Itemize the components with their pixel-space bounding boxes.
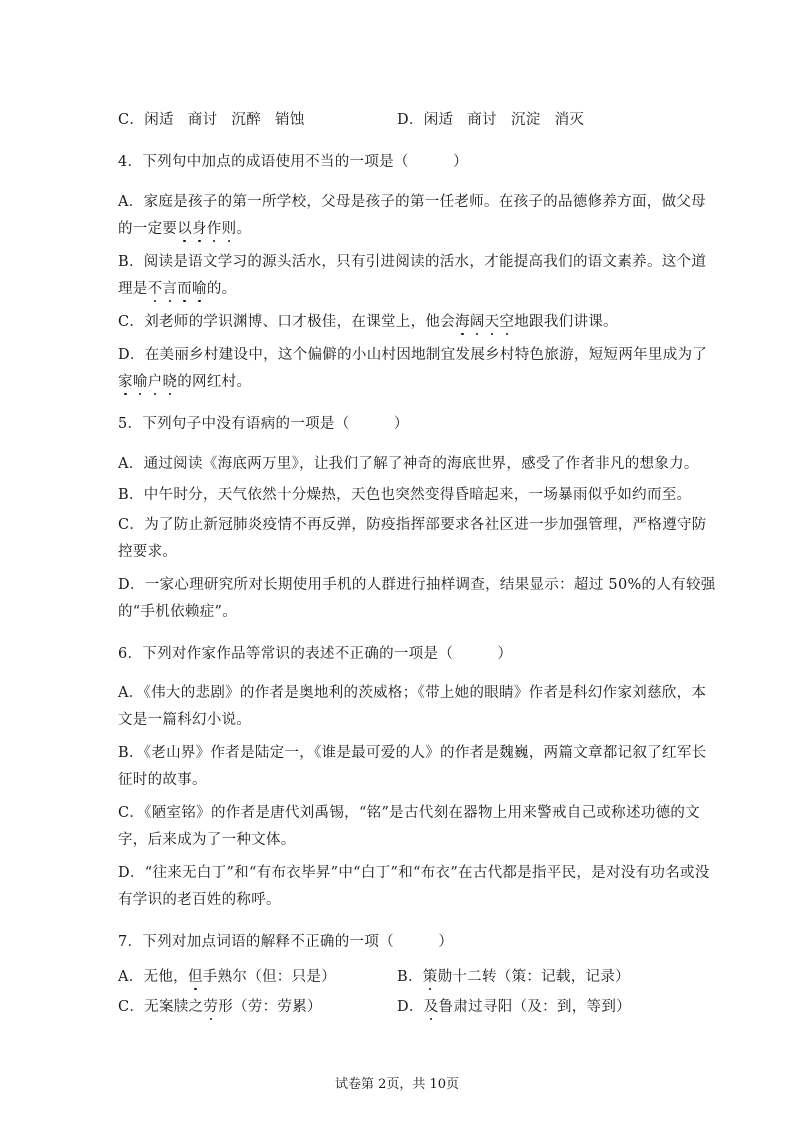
- dotted-char: 则: [221, 221, 237, 237]
- word: 消灭: [554, 112, 585, 128]
- word: 销蚀: [275, 112, 305, 128]
- q5-option-d-line2: 的“手机依赖症”。: [118, 604, 238, 620]
- dotted-char: 海: [455, 314, 470, 330]
- dotted-char: 天: [484, 314, 500, 330]
- q6-option-a-line1: A．《伟大的悲剧》的作者是奥地利的茨威格；《带上她的眼睛》作者是科幻作家刘慈欣，本: [118, 685, 707, 701]
- word: 闲适: [144, 112, 174, 128]
- option-label: D．: [397, 112, 424, 128]
- text: 手熟尔（但：只是）: [202, 969, 336, 985]
- dotted-char: 策: [422, 969, 438, 985]
- word: 商讨: [467, 112, 497, 128]
- dotted-char: 喻: [192, 281, 207, 297]
- q5-option-a: A．通过阅读《海底两万里》，让我们了解了神奇的海底世界，感受了作者非凡的想象力。: [118, 456, 699, 472]
- q6-stem: 6．下列对作家作品等常识的表述不正确的一项是（ ）: [118, 646, 513, 662]
- text: 的。: [206, 281, 237, 297]
- q4-stem: 4．下列句中加点的成语使用不当的一项是（ ）: [118, 154, 468, 170]
- text: D．: [397, 999, 424, 1015]
- q4-option-c: [118, 310, 618, 331]
- q3-option-d: [397, 108, 584, 129]
- q5-option-b: B．中午时分，天气依然十分燥热，天色也突然变得昏暗起来，一场暴雨似乎如约而至。: [118, 487, 692, 503]
- dotted-char: 言: [162, 281, 178, 297]
- page-footer: 试卷第 2页，共 10页: [334, 1077, 460, 1092]
- word: 闲适: [423, 112, 454, 128]
- q6-option-d-line1: D．“往来无白丁”和“有布衣毕昇”中“白丁”和“布衣”在古代都是指平民，是对没有功名或没: [118, 865, 710, 881]
- q4-option-b-line1: B．阅读是语文学习的源头活水，只有引进阅读的活水，才能提高我们的语文素养。这个道: [118, 254, 707, 270]
- dotted-char: 以: [177, 221, 193, 237]
- dotted-char: 作: [206, 221, 222, 237]
- q4-option-a-line2: [118, 217, 251, 238]
- text: 勋十二转（策：记载，记录）: [437, 969, 630, 985]
- q7-option-c: [118, 995, 322, 1016]
- text: C．刘老师的学识渊博、口才极佳，在课堂上，他会: [118, 314, 455, 330]
- dotted-char: 空: [499, 314, 515, 330]
- q4-option-b-line2: [118, 277, 236, 298]
- q5-option-c-line2: 控要求。: [118, 544, 178, 560]
- q4-option-a-line1: A．家庭是孩子的第一所学校，父母是孩子的第一任老师。在孩子的品德修养方面，做父母: [118, 194, 706, 210]
- text: 鲁肃过寻阳（及：到，等到）: [438, 999, 631, 1015]
- text: 的网红村。: [177, 374, 252, 390]
- q5-option-d-line1: D．一家心理研究所对长期使用手机的人群进行抽样调查，结果显示：超过 50%的人有较强: [118, 577, 716, 593]
- dotted-char: 户: [147, 374, 163, 390]
- q7-option-b: [397, 965, 630, 986]
- q6-option-c-line2: 字，后来成为了一种文体。: [118, 832, 296, 848]
- q6-option-d-line2: 有学识的老百姓的称呼。: [118, 892, 281, 908]
- text: 地跟我们讲课。: [514, 314, 618, 330]
- dotted-char: 及: [423, 999, 439, 1015]
- word: 沉淀: [510, 112, 541, 128]
- q7-option-d: [397, 995, 631, 1016]
- dotted-char: 身: [192, 221, 207, 237]
- dotted-char: 晓: [162, 374, 178, 390]
- dotted-char: 喻: [132, 374, 148, 390]
- text: 理是: [118, 281, 148, 297]
- q6-option-c-line1: C．《陋室铭》的作者是唐代刘禹锡，“铭”是古代刻在器物上用来警戒自己或称述功德的文: [118, 805, 700, 821]
- dotted-char: 阔: [469, 314, 485, 330]
- dotted-char: 劳: [203, 999, 219, 1015]
- q5-stem: 5．下列句子中没有语病的一项是（ ）: [118, 416, 409, 432]
- q6-option-b-line1: B．《老山界》作者是陆定一，《谁是最可爱的人》的作者是魏巍，两篇文章都记叙了红军长: [118, 745, 707, 761]
- text: 形（劳：劳累）: [218, 999, 322, 1015]
- q6-option-b-line2: 征时的故事。: [118, 772, 207, 788]
- q7-option-a: [118, 965, 336, 986]
- q6-option-a-line2: 文是一篇科幻小说。: [118, 712, 252, 728]
- text: 的一定要: [118, 221, 178, 237]
- q4-option-d-line2: [118, 370, 251, 391]
- q3-option-c: [118, 108, 305, 129]
- dotted-char: 而: [177, 281, 193, 297]
- q7-stem: 7．下列对加点词语的解释不正确的一项（ ）: [118, 934, 454, 950]
- dotted-char: 家: [118, 374, 133, 390]
- text: B．: [397, 969, 423, 985]
- word: 商讨: [187, 112, 218, 128]
- option-label: C．: [118, 112, 145, 128]
- dotted-char: 不: [147, 281, 163, 297]
- text: 。: [236, 221, 252, 237]
- dotted-char: 但: [187, 969, 203, 985]
- word: 沉醉: [231, 112, 262, 128]
- text: A．无他，: [118, 969, 188, 985]
- q5-option-c-line1: C．为了防止新冠肺炎疫情不再反弹，防疫指挥部要求各社区进一步加强管理，严格遵守防: [118, 517, 707, 533]
- q4-option-d-line1: D．在美丽乡村建设中，这个偏僻的小山村因地制宜发展乡村特色旅游，短短两年里成为了: [118, 347, 708, 363]
- text: C．无案牍之: [118, 999, 204, 1015]
